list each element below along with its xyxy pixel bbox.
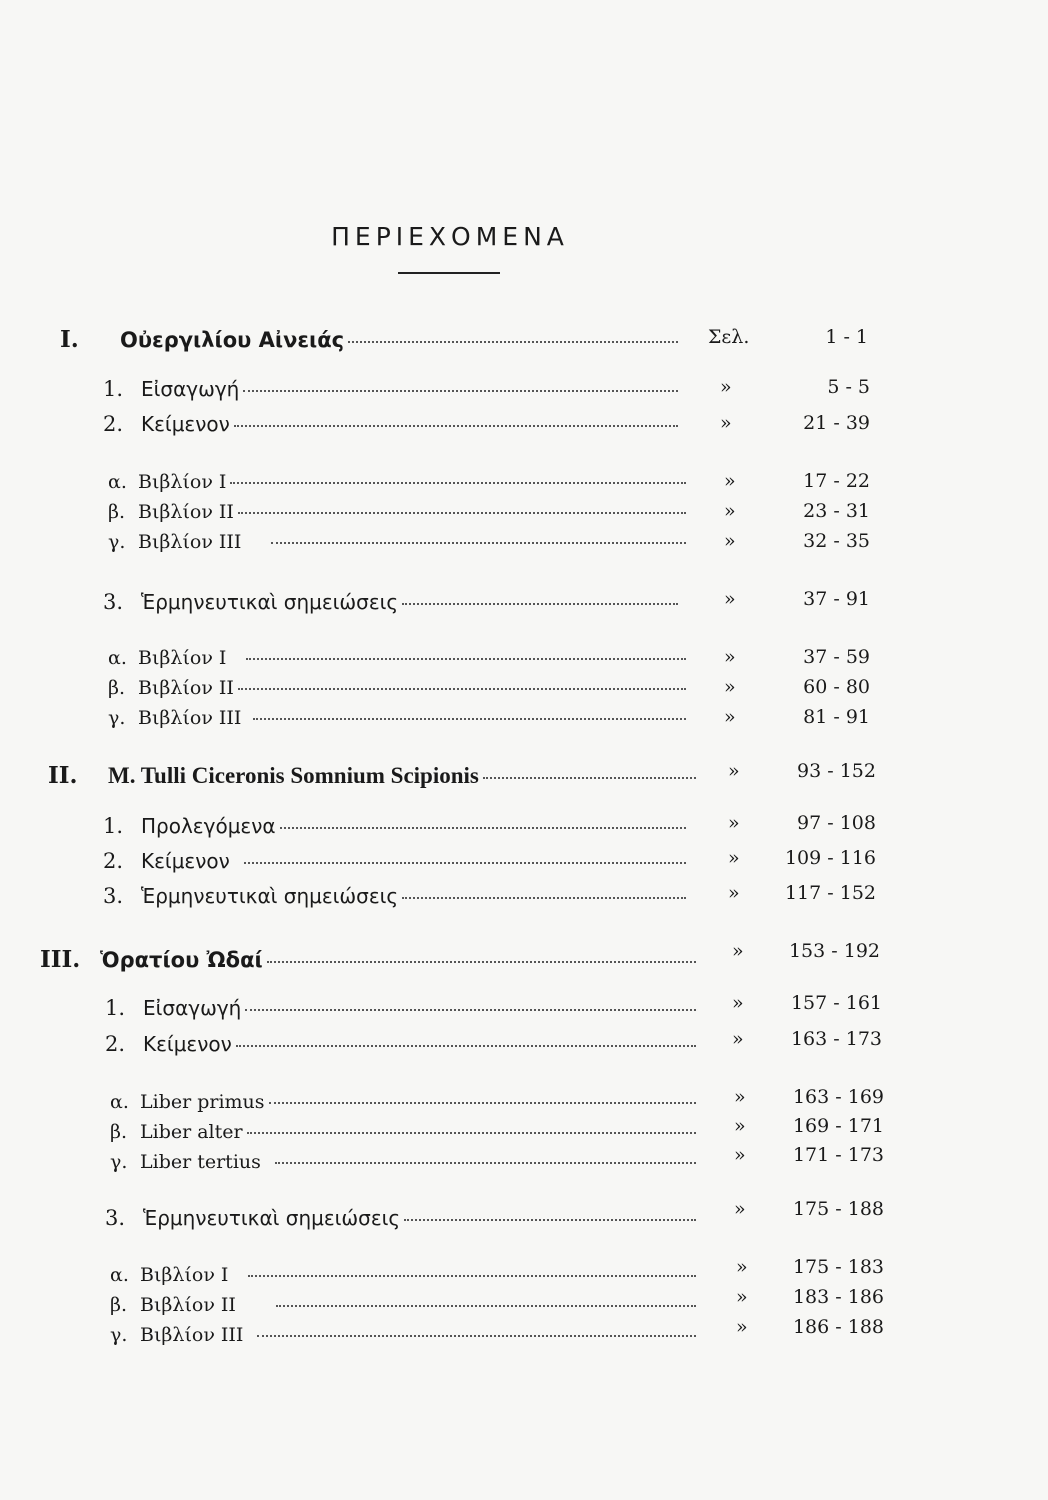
entry-number: 3. — [105, 1206, 126, 1230]
ditto-mark: » — [720, 412, 732, 434]
page-range: 186 - 188 — [792, 1316, 884, 1338]
entry-title: Ὁρατίου Ὠδαί — [100, 948, 263, 972]
entry-title: Βιβλίον I — [138, 647, 227, 669]
dot-leader — [248, 1256, 696, 1277]
entry-title: Liber primus — [140, 1091, 265, 1113]
ditto-mark: » — [724, 588, 736, 610]
dot-leader — [267, 938, 696, 963]
page-range: 37 - 59 — [803, 646, 870, 668]
entry-number: 2. — [103, 849, 124, 873]
entry-number: III. — [40, 946, 81, 973]
toc-entry — [0, 942, 1048, 972]
page-range: 183 - 186 — [792, 1286, 884, 1308]
page-range: 17 - 22 — [803, 470, 870, 492]
ditto-mark: » — [724, 530, 736, 552]
toc-entry — [0, 992, 1048, 1022]
page-range: 153 - 192 — [788, 940, 880, 962]
entry-number: I. — [60, 326, 79, 353]
entry-number: γ. — [108, 707, 126, 729]
page-range: 175 - 183 — [792, 1256, 884, 1278]
ditto-mark: » — [736, 1286, 748, 1308]
entry-number: α. — [110, 1091, 129, 1113]
ditto-mark: » — [724, 706, 736, 728]
entry-number: β. — [110, 1294, 128, 1316]
entry-title: Βιβλίον II — [138, 677, 234, 699]
dot-leader — [238, 493, 686, 514]
ditto-mark: » — [732, 1028, 744, 1050]
entry-title: Liber alter — [140, 1121, 243, 1143]
dot-leader — [402, 876, 686, 899]
dot-leader — [275, 1143, 696, 1164]
entry-number: γ. — [110, 1324, 128, 1346]
toc-entry — [0, 1147, 1048, 1177]
entry-number: γ. — [110, 1151, 128, 1173]
dot-leader — [230, 463, 686, 484]
page-range: 37 - 91 — [803, 588, 870, 610]
dot-leader — [246, 639, 686, 660]
ditto-mark: » — [728, 847, 740, 869]
entry-title: Ἑρμηνευτικαὶ σημειώσεις — [141, 590, 399, 614]
entry-number: 3. — [103, 884, 124, 908]
dot-leader — [269, 1083, 696, 1104]
toc-entry — [0, 845, 1048, 875]
entry-number: β. — [108, 501, 126, 523]
entry-title: Βιβλίον III — [138, 531, 242, 553]
entry-number: 1. — [103, 377, 124, 401]
entry-title: Εἰσαγωγή — [143, 996, 242, 1020]
page-range: 163 - 169 — [792, 1086, 884, 1108]
dot-leader — [234, 404, 678, 427]
ditto-mark: » — [724, 470, 736, 492]
dot-leader — [271, 523, 686, 544]
page-range: 5 - 5 — [827, 376, 870, 398]
dot-leader — [348, 318, 678, 343]
ditto-mark: » — [728, 812, 740, 834]
ditto-mark: » — [736, 1256, 748, 1278]
toc-entry — [0, 1320, 1048, 1350]
toc-entry — [0, 880, 1048, 910]
dot-leader — [276, 1286, 696, 1307]
dot-leader — [238, 669, 686, 690]
page-range: 1 - 1 — [825, 326, 868, 348]
ditto-mark: » — [732, 940, 744, 962]
toc-entry — [0, 1202, 1048, 1232]
entry-number: α. — [110, 1264, 129, 1286]
entry-title: Ἑρμηνευτικαὶ σημειώσεις — [141, 884, 399, 908]
dot-leader — [280, 806, 686, 829]
dot-leader — [257, 1316, 696, 1337]
dot-leader — [402, 582, 678, 605]
toc-entry — [0, 322, 1048, 352]
page-abbrev: Σελ. — [708, 326, 750, 348]
entry-number: 2. — [105, 1032, 126, 1056]
toc-entry — [0, 758, 1048, 788]
entry-title: Βιβλίον II — [138, 501, 234, 523]
page-title: ΠΕΡΙΕΧΟΜΕΝΑ — [331, 222, 569, 251]
ditto-mark: » — [736, 1316, 748, 1338]
entry-number: β. — [108, 677, 126, 699]
entry-title: Προλεγόμενα — [141, 814, 276, 838]
entry-title: Βιβλίον I — [140, 1264, 229, 1286]
dot-leader — [404, 1198, 696, 1221]
entry-title: Εἰσαγωγή — [141, 377, 240, 401]
page-range: 97 - 108 — [797, 812, 876, 834]
page-range: 171 - 173 — [792, 1144, 884, 1166]
entry-title: Βιβλίον I — [138, 471, 227, 493]
entry-title: M. Tulli Ciceronis Somnium Scipionis — [108, 763, 479, 788]
entry-title: Κείμενον — [141, 849, 230, 873]
entry-title: Κείμενον — [141, 412, 230, 436]
dot-leader — [253, 699, 686, 720]
dot-leader — [243, 369, 678, 392]
ditto-mark: » — [728, 760, 740, 782]
toc-entry — [0, 527, 1048, 557]
page-range: 157 - 161 — [790, 992, 882, 1014]
dot-leader — [245, 988, 696, 1011]
ditto-mark: » — [720, 376, 732, 398]
entry-title: Οὐεργιλίου Αἰνειάς — [120, 328, 345, 352]
entry-number: α. — [108, 647, 127, 669]
page-range: 117 - 152 — [784, 882, 876, 904]
toc-entry — [0, 810, 1048, 840]
dot-leader — [247, 1113, 696, 1134]
entry-title: Βιβλίον III — [140, 1324, 244, 1346]
entry-number: 3. — [103, 590, 124, 614]
entry-title: Βιβλίον II — [140, 1294, 236, 1316]
entry-number: 2. — [103, 412, 124, 436]
toc-entry — [0, 1028, 1048, 1058]
ditto-mark: » — [734, 1086, 746, 1108]
entry-number: α. — [108, 471, 127, 493]
page-range: 93 - 152 — [797, 760, 876, 782]
entry-number: γ. — [108, 531, 126, 553]
title-divider — [398, 272, 500, 274]
toc-entry — [0, 586, 1048, 616]
page-range: 175 - 188 — [792, 1198, 884, 1220]
entry-title: Liber tertius — [140, 1151, 261, 1173]
ditto-mark: » — [734, 1115, 746, 1137]
page-range: 60 - 80 — [803, 676, 870, 698]
entry-title: Κείμενον — [143, 1032, 232, 1056]
page-range: 23 - 31 — [803, 500, 870, 522]
dot-leader — [244, 841, 686, 864]
ditto-mark: » — [724, 676, 736, 698]
ditto-mark: » — [724, 646, 736, 668]
ditto-mark: » — [728, 882, 740, 904]
entry-number: 1. — [103, 814, 124, 838]
toc-entry — [0, 373, 1048, 403]
page-range: 163 - 173 — [790, 1028, 882, 1050]
toc-entry — [0, 703, 1048, 733]
ditto-mark: » — [734, 1198, 746, 1220]
toc-entry — [0, 408, 1048, 438]
page-range: 32 - 35 — [803, 530, 870, 552]
entry-title: Βιβλίον III — [138, 707, 242, 729]
ditto-mark: » — [734, 1144, 746, 1166]
dot-leader — [483, 754, 696, 779]
ditto-mark: » — [724, 500, 736, 522]
entry-number: 1. — [105, 996, 126, 1020]
page-range: 21 - 39 — [803, 412, 870, 434]
page-range: 109 - 116 — [784, 847, 876, 869]
ditto-mark: » — [732, 992, 744, 1014]
dot-leader — [236, 1024, 696, 1047]
entry-title: Ἑρμηνευτικαὶ σημειώσεις — [143, 1206, 401, 1230]
page-range: 81 - 91 — [803, 706, 870, 728]
entry-number: II. — [48, 762, 78, 789]
page-range: 169 - 171 — [792, 1115, 884, 1137]
entry-number: β. — [110, 1121, 128, 1143]
